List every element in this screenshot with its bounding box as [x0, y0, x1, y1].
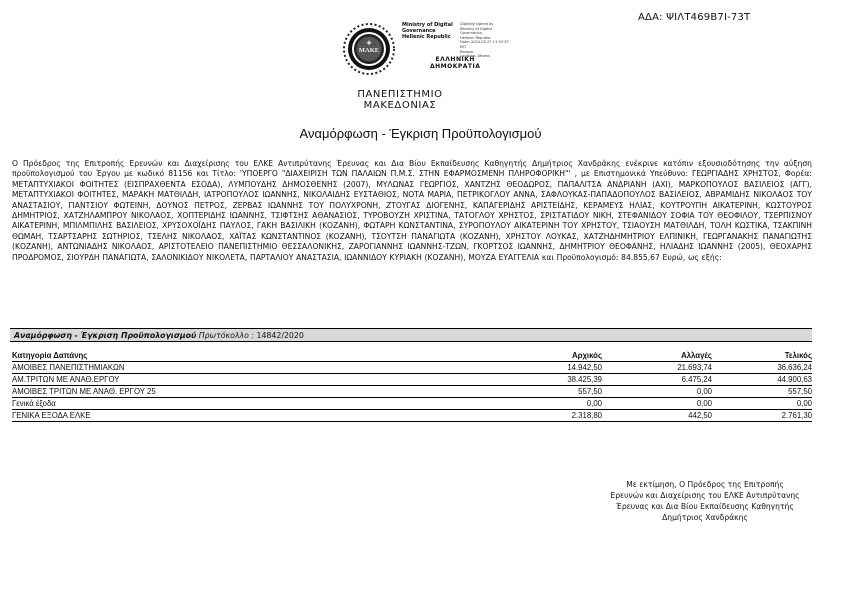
table-header-row: [12, 350, 812, 362]
cell-changes: 0,00: [602, 398, 712, 410]
cell-changes: 21.693,74: [602, 362, 712, 374]
signature-block: Με εκτίμηση, Ο Πρόεδρος της Επιτροπής Ερευνών και Διαχείρισης του ΕΛΚΕ Αντιπρύτανης Έρευνας και Δια Βίου Εκπαίδευσης Καθηγητής Δημήτριος Χανδράκης: [610, 480, 800, 522]
cell-changes: 0,00: [602, 386, 712, 398]
hellenic-republic-label: ΕΛΛΗΝΙΚΗ ΔΗΜΟΚΡΑΤΙΑ: [430, 56, 481, 70]
cell-initial: 38.425,39: [432, 374, 602, 386]
svg-text:✦: ✦: [365, 38, 373, 48]
document-title: Αναμόρφωση - Έγκριση Προϋπολογισμού: [299, 126, 542, 141]
table-row: [12, 410, 812, 422]
ada-code: ΑΔΑ: ΨΙΛΤ469Β7Ι-73Τ: [638, 12, 751, 23]
protocol-value: 14842/2020: [256, 331, 304, 340]
section-label: Αναμόρφωση - Έγκριση Προϋπολογισμού: [14, 331, 197, 340]
cell-category: Γενικά έξοδα: [12, 398, 432, 410]
seal-text: ΜΑΚΕ: [358, 47, 380, 54]
university-seal-logo: [342, 19, 396, 95]
cell-final: 0,00: [712, 398, 812, 410]
cell-changes: 442,50: [602, 410, 712, 422]
table-row: [12, 398, 812, 410]
table-row: [12, 386, 812, 398]
table-row: [12, 374, 812, 386]
col-header-final: Τελικός: [712, 350, 812, 362]
budget-section-header: [10, 328, 812, 342]
cell-initial: 2.318,80: [432, 410, 602, 422]
cell-category: ΑΜΟΙΒΕΣ ΠΑΝΕΠΙΣΤΗΜΙΑΚΩΝ: [12, 362, 432, 374]
cell-changes: 6.475,24: [602, 374, 712, 386]
cell-final: 557,50: [712, 386, 812, 398]
col-header-changes: Αλλαγές: [602, 350, 712, 362]
col-header-category: Κατηγορία Δαπάνης: [12, 350, 432, 362]
cell-category: ΓΕΝΙΚΑ ΕΞΟΔΑ ΕΛΚΕ: [12, 410, 432, 422]
cell-initial: 14.942,50: [432, 362, 602, 374]
cell-initial: 557,50: [432, 386, 602, 398]
cell-category: ΑΜΟΙΒΕΣ ΤΡΙΤΩΝ ΜΕ ΑΝΑΘ. ΕΡΓΟΥ 25: [12, 386, 432, 398]
cell-final: 2.761,30: [712, 410, 812, 422]
cell-category: ΑΜ.ΤΡΙΤΩΝ ΜΕ ΑΝΑΘ.ΕΡΓΟΥ: [12, 374, 432, 386]
decision-body-text: Ο Πρόεδρος της Επιτροπής Ερευνών και Διαχείρισης του ΕΛΚΕ Αντιπρύτανης Έρευνας και Δια Βίου Εκπαίδευσης Καθηγητής Δημήτριος Χανδράκης ενέκρινε κατόπιν εξουσιοδότησης την αύξηση προϋπολογισμού του Έργου με κωδικό 81156 και Τίτλο: 'ΥΠΟΕΡΓΟ "ΔΙΑΧΕΙΡΙΣΗ ΤΩΝ ΠΑΛΑΙΩΝ Π.Μ.Σ. ΣΤΗΝ ΕΦΑΡΜΟΣΜΕΝΗ ΠΛΗΡΟΦΟΡΙΚΗ"' , με Επιστημονικά Υπεύθυνο: ΓΕΩΡΓΙΑΔΗΣ ΧΡΗΣΤΟΣ, Φορέα: ΜΕΤΑΠΤΥΧΙΑΚΟΙ ΦΟΙΤΗΤΕΣ (ΕΙΣΠΡΑΧΘΕΝΤΑ ΕΣΟΔΑ), ΛΥΜΠΟΥΔΗΣ ΔΗΜΟΣΘΕΝΗΣ (2007), ΜΥΛΩΝΑΣ ΓΕΩΡΓΙΟΣ, ΧΑΝΤΖΗΣ ΘΕΟΔΩΡΟΣ, ΠΑΠΑΛΙΤΣΑ ΑΝΔΡΙΑΝΗ (ΑΧΙ), ΜΑΡΚΟΠΟΥΛΟΣ ΒΑΣΙΛΕΙΟΣ (ΑΓΓ), ΜΕΤΑΠΤΥΧΙΑΚΟΙ ΦΟΙΤΗΤΕΣ, ΜΑΡΑΚΗ ΜΑΤΘΙΛΔΗ, ΙΑΤΡΟΠΟΥΛΟΣ ΙΩΑΝΝΗΣ, ΝΙΚΟΛΑΙΔΗΣ ΕΥΣΤΑΘΙΟΣ, ΝΟΤΑ ΜΑΡΙΑ, ΠΕΤΡΙΚΟΓΛΟΥ ΑΝΝΑ, ΣΑΦΛΟΥΚΑΣ-ΠΑΠΑΔΟΠΟΥΛΟΣ ΒΑΣΙΛΕΙΟΣ, ΑΒΡΑΜΙΔΗΣ ΝΙΚΟΛΑΟΣ ΤΟΥ ΑΝΑΣΤΑΣΙΟΥ, ΓΙΑΝΤΣΙΟΥ ΦΩΤΕΙΝΗ, ΔΟΥΝΟΣ ΠΕΤΡΟΣ, ΖΕΡΒΑΣ ΙΩΑΝΝΗΣ ΤΟΥ ΠΟΛΥΧΡΟΝΗ, ΖΤΟΥΓΑΣ ΔΙΟΓΕΝΗΣ, ΚΑΠΑΓΕΡΙΔΗΣ ΑΡΙΣΤΕΙΔΗΣ, ΚΕΡΑΜΕΥΣ ΗΛΙΑΣ, ΚΟΥΤΡΟΥΠΗ ΑΙΚΑΤΕΡΙΝΗ, ΚΩΣΤΟΥΡΟΣ ΔΗΜΗΤΡΙΟΣ, ΧΑΤΖΗΛΑΜΠΡΟΥ ΝΙΚΟΛΑΟΣ, ΧΟΠΤΕΡΙΔΗΣ ΙΩΑΝΝΗΣ, ΤΣΙΦΤΣΗΣ ΑΘΑΝΑΣΙΟΣ, ΤΥΡΟΒΟΥΖΗ ΧΡΙΣΤΙΝΑ, ΤΑΤΟΓΛΟΥ ΧΡΗΣΤΟΣ, ΣΡΙΣΤΑΤΙΔΟΥ ΝΙΚΗ, ΣΤΕΦΑΝΙΔΟΥ ΣΟΦΙΑ ΤΟΥ ΘΕΟΦΙΛΟΥ, ΤΣΕΡΠΙΣΝΟΥ ΑΙΚΑΤΕΡΙΝΗ, ΜΠΙΛΜΠΙΛΗΣ ΒΑΣΙΛΕΙΟΣ, ΧΡΥΣΟΧΟΪΔΗΣ ΠΑΥΛΟΣ, ΓΑΚΗ ΒΑΣΙΛΙΚΗ (ΚΟΖΑΝΗ), ΦΩΤΑΡΗ ΚΩΝΣΤΑΝΤΙΝΑ, ΣΥΡΟΠΟΥΛΟΥ ΑΙΚΑΤΕΡΙΝΗ ΤΟΥ ΧΡΗΣΤΟΥ, ΤΣΙΑΟΥΣΗ ΜΑΤΘΙΛΔΗ, ΤΟΛΗ ΚΩΣΤΙΚΑ, ΤΣΑΚΠΙΝΗ ΘΩΜΑΗ, ΤΣΑΡΤΣΑΡΗΣ ΣΩΤΗΡΙΟΣ, ΤΣΕΛΗΣ ΝΙΚΟΛΑΟΣ, ΧΑΪΤΑΣ ΚΩΝΣΤΑΝΤΙΝΟΣ (ΚΟΖΑΝΗ), ΤΣΟΥΤΣΗ ΠΑΝΑΓΙΩΤΑ (ΚΟΖΑΝΗ), ΧΡΗΣΤΟΥ ΛΟΥΚΑΣ, ΧΑΤΖΗΔΗΜΗΤΡΙΟΥ ΕΛΠΙΝΙΚΗ, ΓΕΩΡΓΑΝΑΚΗΣ ΠΑΝΑΓΙΩΤΗΣ (ΚΟΖΑΝΗ), ΑΝΤΩΝΙΑΔΗΣ ΝΙΚΟΛΑΟΣ, ΑΡΙΣΤΟΤΕΛΕΙΟ ΠΑΝΕΠΙΣΤΗΜΙΟ ΘΕΣΣΑΛΟΝΙΚΗΣ, ΖΑΡΟΓΙΑΝΝΗΣ ΙΩΑΝΝΗΣ-ΤΖΩΝ, ΓΚΟΡΤΣΟΣ ΙΩΑΝΝΗΣ, ΔΗΜΗΤΡΙΟΥ ΘΕΟΦΑΝΗΣ, ΗΛΙΑΔΗΣ ΙΩΑΝΝΗΣ (2005), ΘΕΟΧΑΡΗΣ ΠΡΟΔΡΟΜΟΣ, ΣΙΟΥΡΔΗ ΠΑΝΑΓΙΩΤΑ, ΣΑΛΟΝΙΚΙΔΟΥ ΝΙΚΟΛΕΤΑ, ΠΑΡΤΑΛΙΟΥ ΑΝΑΣΤΑΣΙΑ, ΙΩΑΝΝΙΔΟΥ ΚΥΡΙΑΚΗ (ΚΟΖΑΝΗ), ΜΟΥΖΑ ΕΥΑΓΓΕΛΙΑ και Προϋπολογισμό: 84.855,67 Ευρώ, ως εξής:: [12, 159, 812, 262]
table-row: [12, 362, 812, 374]
ministry-signature-label: Ministry of Digital Governance Hellenic Republic: [402, 22, 453, 40]
col-header-initial: Αρχικός: [432, 350, 602, 362]
protocol-label: Πρωτόκολλο :: [198, 331, 255, 340]
digital-signature-details: Digitally signed by Ministry of Digital Governance, Hellenic Republic Date: 2024.03.27 11:37:37 EET Reason: Location: Athens: [460, 22, 509, 59]
university-name: ΠΑΝΕΠΙΣΤΗΜΙΟ ΜΑΚΕΔΟΝΙΑΣ: [357, 89, 443, 111]
cell-initial: 0,00: [432, 398, 602, 410]
cell-final: 36.636,24: [712, 362, 812, 374]
cell-final: 44.900,63: [712, 374, 812, 386]
budget-table: [12, 350, 812, 422]
